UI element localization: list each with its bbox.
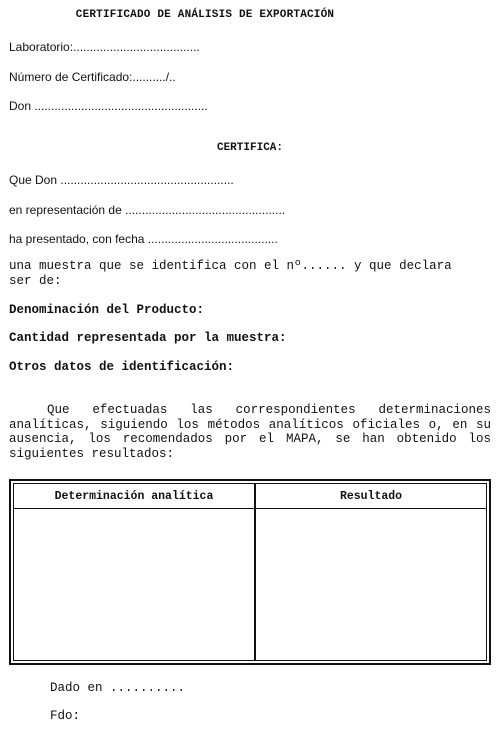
dado-en-line: Dado en .......... — [50, 681, 186, 695]
firma-line: Fdo: — [50, 709, 81, 723]
certifica-heading: CERTIFICA: — [216, 142, 283, 154]
laboratorio-field: Laboratorio:...................................... — [9, 40, 200, 54]
results-table-frame — [13, 483, 487, 661]
numero-certificado-field: Número de Certificado:........../.. — [9, 70, 176, 84]
document-title: CERTIFICADO DE ANÁLISIS DE EXPORTACIÓN — [75, 9, 335, 21]
results-paragraph: Que efectuadas las correspondientes determinaciones analíticas, siguiendo los métodos analíticos oficiales o, en su ausencia, los recomendados por el MAPA, se han obtenido los siguientes resultados: — [9, 403, 491, 461]
denominacion-field: Denominación del Producto: — [9, 303, 205, 317]
otros-datos-field: Otros datos de identificación: — [9, 360, 235, 374]
don-field: Don .................................................... — [9, 99, 208, 113]
muestra-line-2: ser de: — [9, 274, 62, 288]
table-column-divider — [254, 484, 256, 660]
representacion-line: en representación de ................................................ — [9, 203, 286, 217]
muestra-line-1: una muestra que se identifica con el nº...... y que declara — [9, 259, 452, 273]
que-don-line: Que Don .................................................... — [9, 173, 234, 187]
header-resultado: Resultado — [339, 490, 403, 503]
presentado-line: ha presentado, con fecha ....................................... — [9, 232, 278, 246]
table-header-divider — [14, 508, 486, 509]
header-determinacion: Determinación analítica — [54, 490, 214, 503]
results-table — [9, 479, 491, 665]
cantidad-field: Cantidad representada por la muestra: — [9, 331, 287, 345]
